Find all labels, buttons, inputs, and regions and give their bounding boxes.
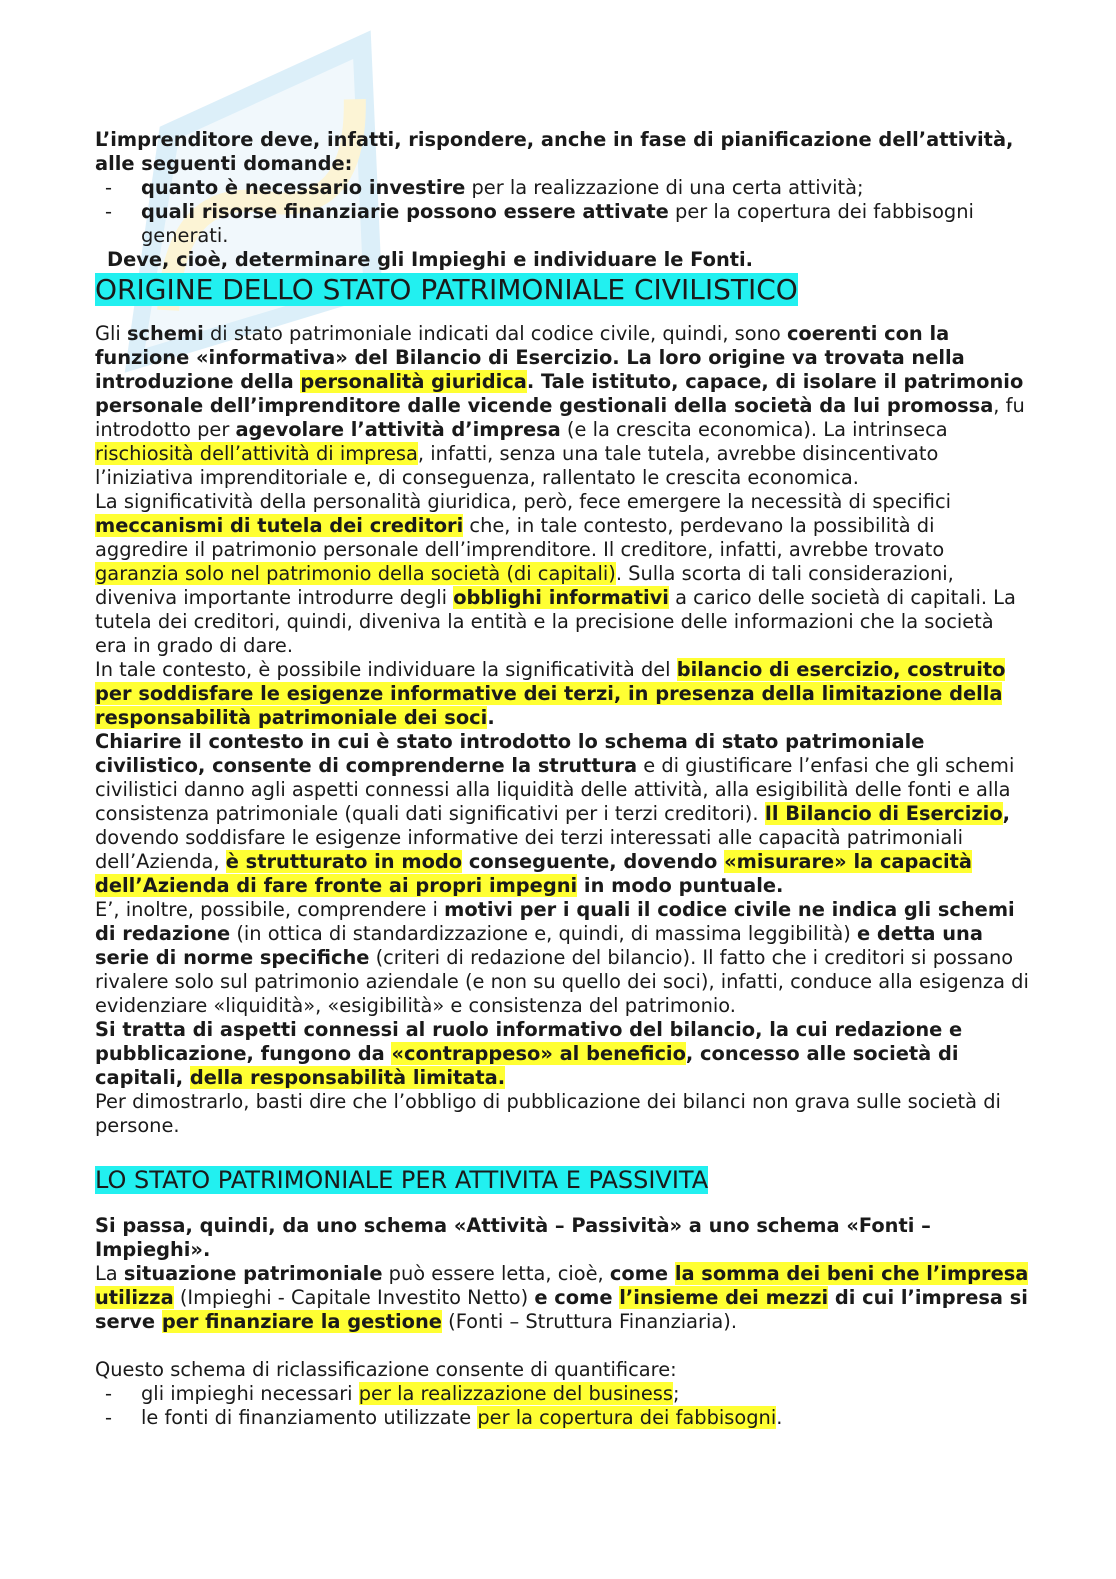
list-dash: - <box>105 1406 112 1429</box>
paragraph: La situazione patrimoniale può essere letta, cioè, come la somma dei beni che l’impresa utilizza (Impieghi - Capitale Investito Netto) e come l’insieme dei mezzi di cui l’impresa si serve per finanziare la gestione (Fonti – Struttura Finanziaria). <box>95 1262 1029 1333</box>
list-item: - quanto è necessario investire per la realizzazione di una certa attività; <box>105 176 864 199</box>
list-item: - gli impieghi necessari per la realizzazione del business; <box>105 1382 680 1405</box>
paragraph: Gli schemi di stato patrimoniale indicati dal codice civile, quindi, sono coerenti con la funzione «informativa» del Bilancio di Esercizio. La loro origine va trovata nella introduzione della personalità giuridica. Tale istituto, capace, di isolare il patrimonio personale dell’imprenditore dalle vicende gestionali della società da lui promossa, fu introdotto per agevolare l’attività d’impresa (e la crescita economica). La intrinseca rischiosità dell’attività di impresa, infatti, senza una tale tutela, avrebbe disincentivato l’iniziativa imprenditoriale e, di conseguenza, rallentato le crescita economica. <box>95 322 1025 489</box>
list-item: - quali risorse finanziarie possono essere attivate per la copertura dei fabbisogni generati. <box>105 200 974 247</box>
paragraph: E’, inoltre, possibile, comprendere i motivi per i quali il codice civile ne indica gli schemi di redazione (in ottica di standardizzazione e, quindi, di massima leggibilità) e detta una serie di norme specifiche (criteri di redazione del bilancio). Il fatto che i creditori si possano rivalere solo sul patrimonio aziendale (e non su quello dei soci), infatti, conduce alla esigenza di evidenziare «liquidità», «esigibilità» e consistenza del patrimonio. <box>95 898 1029 1017</box>
paragraph: Per dimostrarlo, basti dire che l’obbligo di pubblicazione dei bilanci non grava sulle società di persone. <box>95 1090 1001 1137</box>
intro-closing: Deve, cioè, determinare gli Impieghi e individuare le Fonti. <box>107 248 754 271</box>
paragraph: Questo schema di riclassificazione consente di quantificare: <box>95 1358 677 1381</box>
paragraph: In tale contesto, è possibile individuare la significatività del bilancio di esercizio, costruito per soddisfare le esigenze informative dei terzi, in presenza della limitazione della responsabilità patrimoniale dei soci. <box>95 658 1006 729</box>
list-dash: - <box>105 176 112 199</box>
list-item: - le fonti di finanziamento utilizzate per la copertura dei fabbisogni. <box>105 1406 783 1429</box>
intro-question: L’imprenditore deve, infatti, rispondere, anche in fase di pianificazione dell’attività, alle seguenti domande: <box>95 128 1014 175</box>
paragraph: Si tratta di aspetti connessi al ruolo informativo del bilancio, la cui redazione e pubblicazione, fungono da «contrappeso» al beneficio, concesso alle società di capitali, della responsabilità limitata. <box>95 1018 963 1089</box>
section-heading-stato-patrimoniale: LO STATO PATRIMONIALE PER ATTIVITA E PASSIVITA <box>95 1166 709 1194</box>
paragraph: La significatività della personalità giuridica, però, fece emergere la necessità di specifici meccanismi di tutela dei creditori che, in tale contesto, perdevano la possibilità di aggredire il patrimonio personale dell’imprenditore. Il creditore, infatti, avrebbe trovato garanzia solo nel patrimonio della società (di capitali). Sulla scorta di tali considerazioni, diveniva importante introdurre degli obblighi informativi a carico delle società di capitali. La tutela dei creditori, quindi, diveniva la entità e la precisione delle informazioni che la società era in grado di dare. <box>95 490 1016 657</box>
list-dash: - <box>105 1382 112 1405</box>
document-body <box>95 128 1030 1430</box>
paragraph: Si passa, quindi, da uno schema «Attività – Passività» a uno schema «Fonti – Impieghi». <box>95 1214 931 1261</box>
list-dash: - <box>105 200 112 223</box>
section-heading-origine: ORIGINE DELLO STATO PATRIMONIALE CIVILISTICO <box>95 273 798 306</box>
paragraph: Chiarire il contesto in cui è stato introdotto lo schema di stato patrimoniale civilistico, consente di comprenderne la struttura e di giustificare l’enfasi che gli schemi civilistici danno agli aspetti connessi alla liquidità delle attività, alla esigibilità delle fonti e alla consistenza patrimoniale (quali dati significativi per i terzi creditori). Il Bilancio di Esercizio, dovendo soddisfare le esigenze informative dei terzi interessati alle capacità patrimoniali dell’Azienda, è strutturato in modo conseguente, dovendo «misurare» la capacità dell’Azienda di fare fronte ai propri impegni in modo puntuale. <box>95 730 1015 897</box>
